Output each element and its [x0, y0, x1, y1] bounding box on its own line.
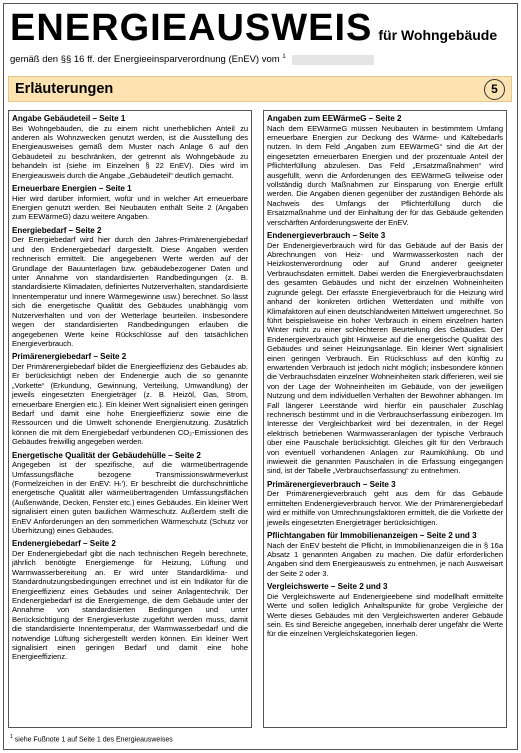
footnote-text: siehe Fußnote 1 auf Seite 1 des Energieausweises [14, 736, 173, 744]
section-text: Nach der EnEV besteht die Pflicht, in Immobilienanzeigen die in § 16a Absatz 1 genannten Angaben zu machen. Die dafür erforderlichen Angaben sind dem Energieausweis zu entnehmen, je nach Ausweisart der Seite 2 oder 3. [267, 540, 503, 578]
section-text: Der Primärenergieverbrauch geht aus dem für das Gebäude ermittelten Endenergieverbrauch hervor. Wie der Primärenergiebedarf wird er mithilfe von Umrechnungsfaktoren ermittelt, die die Vorkette der jeweils eingesetzten Energieträger berücksichtigen. [267, 489, 503, 527]
document-subtitle: für Wohngebäude [378, 27, 498, 43]
section-text: Der Endenergiebedarf gibt die nach technischen Regeln berechnete, jährlich benötigte Energiemenge für Heizung, Lüftung und Warmwasserbereitung an. Er wird unter Standardklima- und Standardnutzungsbedingungen errechnet und ist ein Indikator für die Energieeffizienz eines Gebäudes und seiner Anlagentechnik. Der Endenergiebedarf ist die Energiemenge, die dem Gebäude unter der Annahme von standardisierten Bedingungen und unter Berücksichtigung der Energieverluste zugeführt werden muss, damit die standardisierte Innentemperatur, der Warmwasserbedarf und die notwendige Lüftung sichergestellt werden können. Ein kleiner Wert signalisiert einen geringen Bedarf und damit eine hohe Energieeffizienz. [12, 549, 248, 662]
section-heading: Energetische Qualität der Gebäudehülle – Seite 2 [12, 450, 201, 460]
section-text: Der Endenergieverbrauch wird für das Gebäude auf der Basis der Abrechnungen von Heiz- und Warmwasserkosten nach der Heizkostenverordnung oder auf Grund anderer geeigneter Verbrauchsdaten ermittelt. Dabei werden die Energieverbrauchsdaten des gesamten Gebäudes und nicht der einzelnen Wohneinheiten zugrunde gelegt. Der erfasste Energieverbrauch für die Heizung wird anhand der konkreten örtlichen Wetterdaten und mithilfe von Klimafaktoren auf einen deutschlandweiten Mittelwert umgerechnet. So führt beispielsweise ein hoher Verbrauch in einem einzelnen harten Winter nicht zu einer schlechteren Beurteilung des Gebäudes. Der Endenergieverbrauch gibt Hinweise auf die energetische Qualität des Gebäudes und seiner Heizungsanlage. Ein kleiner Wert signalisiert einen geringen Verbrauch. Ein Rückschluss auf den künftig zu erwartenden Verbrauch ist jedoch nicht möglich; insbesondere können die Verbrauchsdaten einzelner Wohneinheiten stark differieren, weil sie von der Lage der Wohneinheiten im Gebäude, von der jeweiligen Nutzung und dem individuellen Verhalten der Bewohner abhängen. Im Fall längerer Leerstände wird hierfür ein pauschaler Zuschlag rechnerisch bestimmt und in die Verbrauchserfassung einbezogen. Im Interesse der Vergleichbarkeit wird bei dezentralen, in der Regel elektrisch betriebenen Warmwasseranlagen der typische Verbrauch über eine Pauschale berücksichtigt. Gleiches gilt für den Verbrauch von eventuell vorhandenen Anlagen zur Raumkühlung. Ob und inwieweit die genannten Pauschalen in die Erfassung eingegangen sind, ist der Tabelle „Verbrauchserfassung“ zu entnehmen. [267, 240, 503, 476]
section-text: Bei Wohngebäuden, die zu einem nicht unerheblichen Anteil zu anderen als Wohnzwecken genutzt werden, ist die Ausstellung des Energieausweises gemäß dem Muster nach Anlage 6 auf den Gebäudeteil zu beschränken, der getrennt als Wohngebäude zu behandeln ist (siehe im Einzelnen § 22 EnEV). Dies wird im Energieausweis durch die Angabe „Gebäudeteil“ deutlich gemacht. [12, 123, 248, 180]
section-text: Angegeben ist der spezifische, auf die wärmeübertragende Umfassungsfläche bezogene Transmissionswärmeverlust (Formelzeichen in der EnEV: Hₜ′). Er beschreibt die durchschnittliche energetische Qualität aller wärmeübertragenden Umfassungsflächen (Außenwände, Decken, Fenster etc.) eines Gebäudes. Ein kleiner Wert signalisiert einen guten baulichen Wärmeschutz. Außerdem stellt die EnEV Anforderungen an den sommerlichen Wärmeschutz (Schutz vor Überhitzung) eines Gebäudes. [12, 460, 248, 535]
section-text: Der Energiebedarf wird hier durch den Jahres-Primärenergiebedarf und den Endenergiebedarf dargestellt. Diese Angaben werden rechnerisch ermittelt. Die angegebenen Werte werden auf der Grundlage der Bauunterlagen bzw. gebäudebezogener Daten und unter Annahme von standardisierten Randbedingungen (z. B. standardisierte Klimadaten, definiertes Nutzerverhalten, standardisierte Innentemperatur und innere Wärmegewinne usw.) berechnet. So lässt sich die energetische Qualität des Gebäudes unabhängig vom Nutzerverhalten und von der Wetterlage beurteilen. Insbesondere wegen der standardisierten Randbedingungen erlauben die angegebenen Werte keine Rückschlüsse auf den tatsächlichen Energieverbrauch. [12, 235, 248, 348]
section-text: Die Vergleichswerte auf Endenergieebene sind modellhaft ermittelte Werte und sollen lediglich Anhaltspunkte für grobe Vergleiche der Werte dieses Gebäudes mit den Vergleichswerten anderer Gebäude sein. Es sind Bereiche angegeben, innerhalb derer ungefähr die Werte für die einzelnen Vergleichskategorien liegen. [267, 591, 503, 639]
date-field[interactable] [292, 55, 374, 65]
title-block [10, 8, 497, 48]
section-heading: Primärenergieverbrauch – Seite 3 [267, 479, 396, 489]
section-banner [8, 76, 512, 102]
section-heading: Endenergieverbrauch – Seite 3 [267, 231, 386, 241]
right-column [263, 110, 507, 728]
section-heading: Primärenergiebedarf – Seite 2 [12, 352, 127, 362]
page-number-badge: 5 [484, 79, 505, 100]
footnote-mark: 1 [10, 734, 13, 740]
section-heading: Angabe Gebäudeteil – Seite 1 [12, 114, 126, 123]
footnote [10, 734, 173, 743]
law-reference-line [10, 54, 374, 65]
left-column [8, 110, 252, 728]
law-reference-text: gemäß den §§ 16 ff. der Energieeinsparverordnung (EnEV) vom [10, 54, 280, 66]
section-text: Nach dem EEWärmeG müssen Neubauten in bestimmtem Umfang erneuerbare Energien zur Deckung des Wärme- und Kältebedarfs nutzen. In dem Feld „Angaben zum EEWärmeG“ sind die Art der eingesetzten erneuerbaren Energien und der prozentuale Anteil der Pflichterfüllung abzulesen. Das Feld „Ersatzmaßnahmen“ wird ausgefüllt, wenn die Anforderungen des EEWärmeG teilweise oder vollständig durch Maßnahmen zur Einsparung von Energie erfüllt werden. Die Angaben dienen gegenüber der zuständigen Behörde als Nachweis des Umfangs der Pflichterfüllung durch die Ersatzmaßnahme und der Einhaltung der für das Gebäude geltenden verschärften Anforderungswerte der EnEV. [267, 123, 503, 227]
section-heading: Vergleichswerte – Seite 2 und 3 [267, 582, 388, 592]
document-title: ENERGIEAUSWEIS [10, 7, 373, 49]
section-text: Hier wird darüber informiert, wofür und in welcher Art erneuerbare Energien genutzt werden. Bei Neubauten enthält Seite 2 (Angaben zum EEWärmeG) dazu weitere Angaben. [12, 193, 248, 222]
section-heading: Erneuerbare Energien – Seite 1 [12, 184, 132, 194]
section-heading: Pflichtangaben für Immobilienanzeigen – Seite 2 und 3 [267, 531, 477, 541]
banner-label: Erläuterungen [15, 81, 114, 97]
section-heading: Energiebedarf – Seite 2 [12, 225, 102, 235]
section-heading: Angaben zum EEWärmeG – Seite 2 [267, 114, 402, 123]
law-footnote-mark: 1 [282, 54, 286, 60]
section-text: Der Primärenergiebedarf bildet die Energieeffizienz des Gebäudes ab. Er berücksichtigt neben der Endenergie auch die so genannte „Vorkette“ (Erkundung, Gewinnung, Verteilung, Umwandlung) der jeweils eingesetzten Energieträger (z. B. Heizöl, Gas, Strom, erneuerbare Energien etc.). Ein kleiner Wert signalisiert einen geringen Bedarf und damit eine hohe Energieeffizienz sowie eine die Ressourcen und die Umwelt schonende Energienutzung. Zusätzlich können die mit dem Energiebedarf verbundenen CO₂-Emissionen des Gebäudes freiwillig angegeben werden. [12, 361, 248, 447]
section-heading: Endenergiebedarf – Seite 2 [12, 539, 116, 549]
